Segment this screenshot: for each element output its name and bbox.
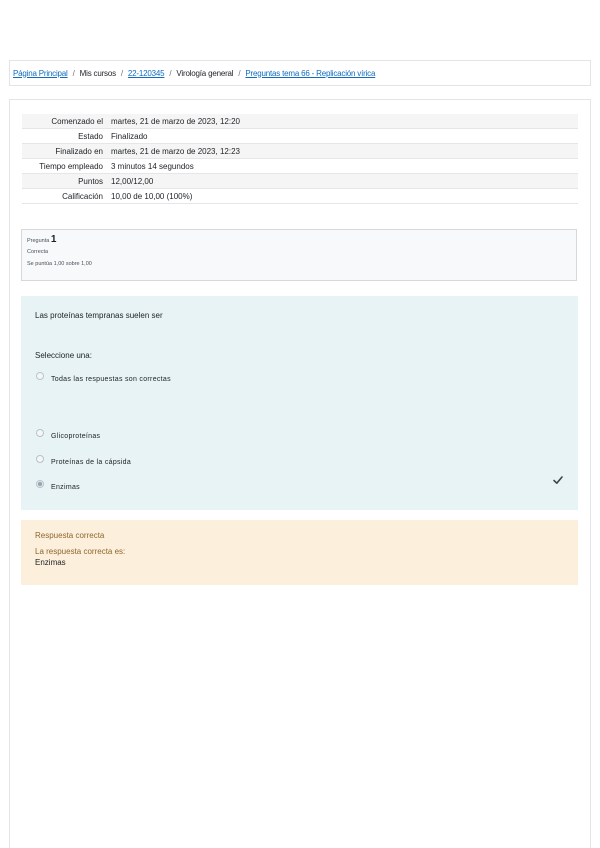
question-state: Correcta bbox=[27, 249, 49, 255]
table-row bbox=[22, 159, 578, 174]
breadcrumb-quiz-link[interactable]: Preguntas tema 66 - Replicación vírica bbox=[245, 68, 376, 78]
breadcrumb-separator: / bbox=[238, 68, 241, 78]
breadcrumb-separator: / bbox=[169, 68, 172, 78]
feedback-status: Respuesta correcta bbox=[35, 531, 105, 540]
table-row bbox=[22, 129, 578, 144]
breadcrumb bbox=[9, 60, 591, 86]
radio-button[interactable] bbox=[36, 455, 44, 463]
breadcrumb-course-link[interactable]: 22-120345 bbox=[127, 68, 165, 78]
summary-value: martes, 21 de marzo de 2023, 12:20 bbox=[111, 116, 240, 126]
check-icon bbox=[552, 474, 564, 486]
question-content bbox=[21, 296, 578, 510]
summary-value: 10,00 de 10,00 (100%) bbox=[111, 191, 193, 201]
answer-option-label: Todas las respuestas son correctas bbox=[51, 376, 171, 383]
radio-button[interactable] bbox=[36, 429, 44, 437]
table-row bbox=[22, 144, 578, 159]
radio-button[interactable] bbox=[36, 372, 44, 380]
question-grade: Se puntúa 1,00 sobre 1,00 bbox=[27, 261, 92, 267]
question-info-box bbox=[21, 229, 577, 281]
answer-option-label: Glicoproteínas bbox=[51, 433, 101, 440]
breadcrumb-home-link[interactable]: Página Principal bbox=[13, 68, 68, 78]
summary-value: martes, 21 de marzo de 2023, 12:23 bbox=[111, 146, 240, 156]
table-row bbox=[22, 174, 578, 189]
answer-option[interactable] bbox=[36, 455, 131, 468]
answer-option[interactable] bbox=[36, 372, 171, 385]
summary-label: Finalizado en bbox=[55, 146, 103, 156]
answer-prompt: Seleccione una: bbox=[35, 351, 92, 360]
question-number-value: 1 bbox=[50, 234, 57, 245]
right-answer-label: La respuesta correcta es: bbox=[35, 547, 126, 556]
summary-value: 12,00/12,00 bbox=[111, 176, 154, 186]
summary-label: Comenzado el bbox=[51, 116, 103, 126]
summary-label: Calificación bbox=[62, 191, 103, 201]
summary-label: Tiempo empleado bbox=[39, 161, 103, 171]
answer-option[interactable] bbox=[36, 429, 100, 442]
right-answer-value: Enzimas bbox=[35, 558, 66, 567]
answer-option[interactable] bbox=[36, 480, 80, 493]
question-prefix: Pregunta bbox=[27, 238, 50, 244]
summary-value: Finalizado bbox=[111, 131, 148, 141]
breadcrumb-separator: / bbox=[120, 68, 123, 78]
radio-button-selected[interactable] bbox=[36, 480, 44, 488]
breadcrumb-separator: / bbox=[72, 68, 75, 78]
summary-value: 3 minutos 14 segundos bbox=[111, 161, 194, 171]
quiz-review-panel bbox=[9, 99, 591, 848]
summary-label: Estado bbox=[78, 131, 103, 141]
attempt-summary-table bbox=[22, 114, 578, 204]
breadcrumb-course-name: Virología general bbox=[176, 68, 234, 78]
table-row bbox=[22, 189, 578, 204]
feedback-box bbox=[21, 520, 578, 585]
question-number bbox=[27, 235, 571, 246]
answer-option-label: Enzimas bbox=[51, 484, 80, 491]
summary-label: Puntos bbox=[78, 176, 103, 186]
question-text: Las proteínas tempranas suelen ser bbox=[35, 311, 163, 320]
breadcrumb-my-courses: Mis cursos bbox=[79, 68, 116, 78]
table-row bbox=[22, 114, 578, 129]
answer-option-label: Proteínas de la cápsida bbox=[51, 459, 132, 466]
